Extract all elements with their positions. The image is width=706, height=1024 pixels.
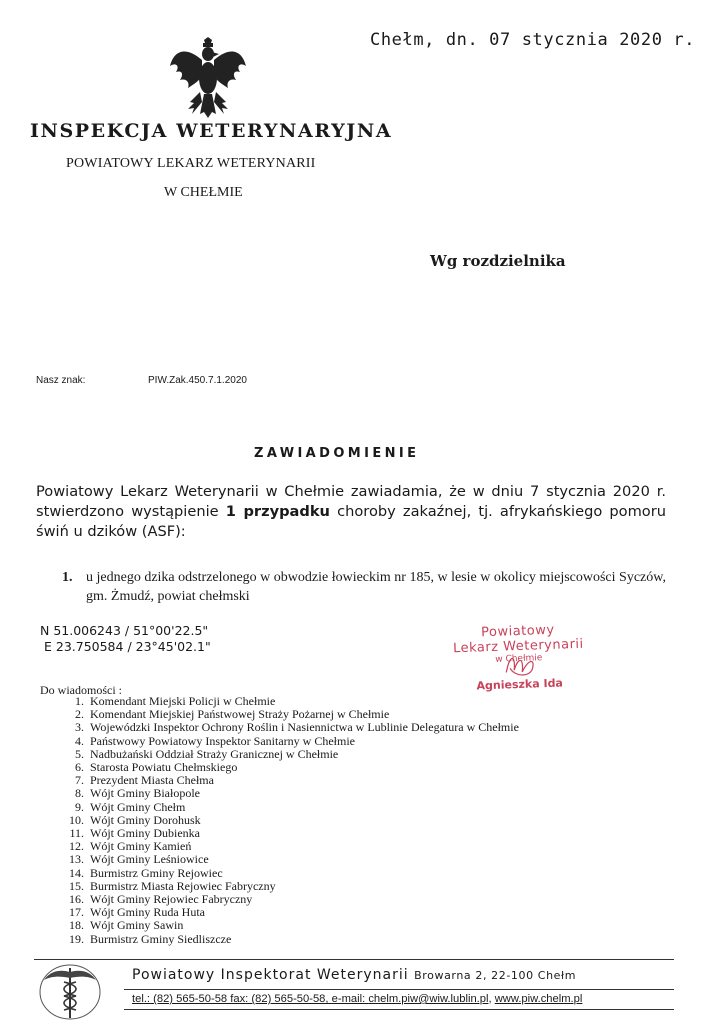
distribution-item-number: 18. [69, 918, 84, 933]
distribution-item-number: 6. [75, 760, 84, 775]
coordinate-east: E 23.750584 / 23°45'02.1" [44, 639, 211, 654]
distribution-item-number: 5. [75, 746, 84, 761]
footer-separator: , [488, 993, 495, 1005]
distribution-item-text: Burmistrz Gminy Siedliszcze [90, 931, 232, 946]
reference-label: Nasz znak: [36, 375, 86, 386]
coordinates [40, 623, 211, 655]
case-point-text: u jednego dzika odstrzelonego w obwodzie łowieckim nr 185, w lesie w okolicy miejscowości Syczów, gm. Żmudź, powiat chełmski [86, 570, 666, 604]
distribution-item-text: Wójt Gminy Dorohusk [90, 812, 201, 827]
footer-institution-name: Powiatowy Inspektorat Weterynarii [132, 967, 409, 983]
office-location: W CHEŁMIE [164, 185, 243, 200]
distribution-item-text: Wójt Gminy Chełm [90, 799, 186, 814]
distribution-label: Do wiadomości : [40, 683, 122, 697]
distribution-item-number: 3. [75, 720, 84, 735]
distribution-item-text: Wójt Gminy Kamień [90, 839, 192, 854]
distribution-item-text: Wójt Gminy Ruda Huta [90, 905, 205, 920]
notice-body [36, 482, 666, 542]
footer-divider-bottom [124, 1009, 674, 1010]
distribution-item-number: 11. [69, 826, 84, 841]
caduceus-logo-icon [36, 962, 104, 1022]
organization-title: INSPEKCJA WETERYNARYJNA [30, 120, 393, 142]
footer-institution [132, 967, 576, 983]
document-title: ZAWIADOMIENIE [254, 446, 420, 461]
notice-body-bold: 1 przypadku [225, 503, 330, 520]
stamp-line-2: Lekarz Weterynarii [452, 636, 584, 657]
distribution-item-text: Komendant Miejski Policji w Chełmie [90, 694, 276, 708]
distribution-item-number: 12. [69, 839, 84, 854]
stamp-line-4: Agnieszka Ida [476, 676, 564, 693]
signature-icon [502, 649, 543, 680]
notice-body-part1: Powiatowy Lekarz Weterynarii w Chełmie zawiadamia, że w dniu 7 stycznia 2020 r. stwierdzono wystąpienie [36, 483, 666, 520]
distribution-item-text: Komendant Miejskiej Państwowej Straży Pożarnej w Chełmie [90, 707, 390, 722]
recipient-line: Wg rozdzielnika [430, 252, 566, 270]
distribution-item-text: Burmistrz Gminy Rejowiec [90, 865, 223, 880]
distribution-item-text: Wójt Gminy Białopole [90, 786, 200, 801]
footer-divider-top [34, 959, 674, 960]
distribution-list [60, 695, 519, 946]
distribution-item-number: 2. [75, 707, 84, 722]
distribution-item-number: 7. [75, 773, 84, 788]
footer-divider-middle [124, 989, 674, 990]
footer-address: Browarna 2, 22-100 Chełm [414, 969, 577, 982]
distribution-item-text: Wójt Gminy Leśniowice [90, 852, 209, 867]
stamp-line-1: Powiatowy [480, 622, 555, 641]
distribution-item-text: Wójt Gminy Dubienka [90, 826, 200, 841]
distribution-item-text: Państwowy Powiatowy Inspektor Sanitarny w Chełmie [90, 733, 355, 748]
distribution-item-number: 19. [69, 931, 84, 946]
footer-contact-phones: tel.: (82) 565-50-58 fax: (82) 565-50-58, e-mail: [132, 993, 369, 1005]
coordinate-north: N 51.006243 / 51°00'22.5" [40, 623, 209, 638]
distribution-item [60, 933, 519, 946]
distribution-item-number: 14. [69, 865, 84, 880]
distribution-item-number: 4. [75, 733, 84, 748]
distribution-item-number: 16. [69, 892, 84, 907]
document-date: Chełm, dn. 07 stycznia 2020 r. [370, 30, 696, 50]
distribution-item-text: Wojewódzki Inspektor Ochrony Roślin i Nasiennictwa w Lublinie Delegatura w Chełmie [90, 720, 519, 735]
footer-website-link[interactable]: www.piw.chelm.pl [494, 993, 583, 1005]
distribution-item-number: 17. [69, 905, 84, 920]
distribution-item-number: 1. [75, 694, 84, 708]
official-stamp [443, 621, 596, 706]
reference-value: PIW.Zak.450.7.1.2020 [148, 375, 247, 386]
distribution-item-number: 9. [75, 799, 84, 814]
distribution-item-text: Wójt Gminy Rejowiec Fabryczny [90, 892, 253, 907]
case-point-number: 1. [62, 570, 73, 585]
stamp-line-3: w Chełmie [495, 653, 543, 665]
office-name: POWIATOWY LEKARZ WETERYNARII [66, 156, 316, 171]
polish-eagle-emblem-icon [168, 36, 248, 122]
distribution-item-text: Burmistrz Miasta Rejowiec Fabryczny [90, 878, 276, 893]
notice-body-part2: choroby zakaźnej, tj. afrykańskiego pomoru świń u dzików (ASF): [36, 503, 666, 540]
distribution-item-number: 8. [75, 786, 84, 801]
footer-email-link[interactable]: chelm.piw@wiw.lublin.pl [368, 993, 489, 1005]
distribution-item-number: 10. [69, 812, 84, 827]
distribution-item-number: 15. [69, 878, 84, 893]
distribution-item-number: 13. [69, 852, 84, 867]
distribution-item-text: Nadbużański Oddział Straży Granicznej w Chełmie [90, 746, 339, 761]
distribution-item-text: Prezydent Miasta Chełma [90, 773, 214, 788]
distribution-item-text: Starosta Powiatu Chełmskiego [90, 760, 238, 775]
distribution-item-text: Wójt Gminy Sawin [90, 918, 184, 933]
footer-contact [132, 993, 582, 1005]
